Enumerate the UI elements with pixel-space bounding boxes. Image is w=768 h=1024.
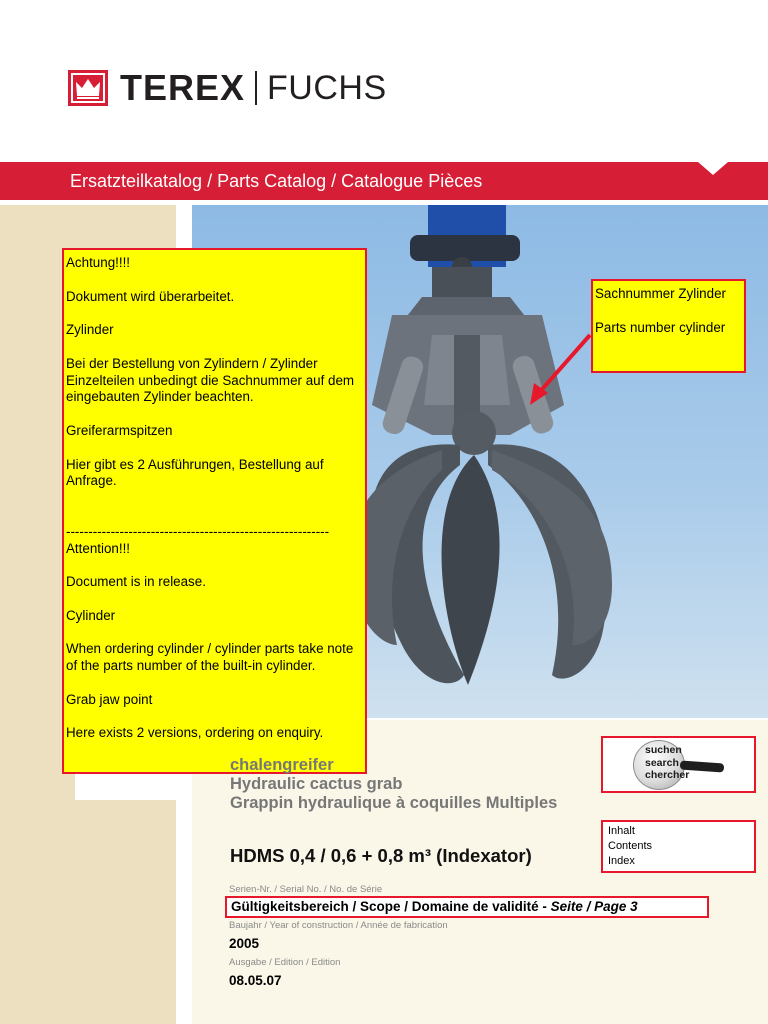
note-en-cylinder-title: Cylinder bbox=[66, 607, 116, 623]
serial-label: Serien-Nr. / Serial No. / No. de Série bbox=[229, 884, 383, 895]
product-title-de: chalengreifer bbox=[230, 756, 334, 774]
search-label bbox=[645, 744, 689, 782]
note-de-grab-title: Greiferarmspitzen bbox=[66, 422, 173, 438]
note-de-heading: Achtung!!!! bbox=[66, 255, 131, 270]
company-logo bbox=[68, 67, 387, 108]
index-label-de: Inhalt bbox=[608, 825, 635, 837]
callout-en: Parts number cylinder bbox=[595, 319, 726, 335]
edition-value: 08.05.07 bbox=[229, 973, 282, 988]
terex-crown-icon bbox=[68, 70, 108, 106]
notice-box bbox=[62, 248, 367, 774]
scope-text: Gültigkeitsbereich / Scope / Domaine de validité - bbox=[231, 899, 551, 914]
brand-name: TEREX bbox=[120, 67, 246, 108]
scope-page: Seite / Page 3 bbox=[550, 899, 638, 914]
index-button[interactable] bbox=[601, 820, 756, 873]
catalog-title: Ersatzteilkatalog / Parts Catalog / Catalogue Pièces bbox=[70, 171, 483, 191]
note-de-status: Dokument wird überarbeitet. bbox=[66, 288, 235, 304]
brand-subname: FUCHS bbox=[267, 69, 387, 107]
band-notch bbox=[698, 162, 728, 175]
note-en-status: Document is in release. bbox=[66, 574, 206, 590]
note-en-heading: Attention!!! bbox=[66, 540, 131, 556]
note-de-cylinder-text: Bei der Bestellung von Zylindern / Zylinder Einzelteilen unbedingt die Sachnummer auf dem eingebauten Zylinder beachten. bbox=[66, 355, 355, 405]
year-value: 2005 bbox=[229, 936, 260, 951]
note-en-cylinder-text: When ordering cylinder / cylinder parts take note of the parts number of the built-in cylinder. bbox=[66, 641, 354, 674]
brand-divider bbox=[255, 71, 257, 105]
index-label-en: Contents bbox=[608, 840, 653, 852]
year-label: Baujahr / Year of construction / Année de fabrication bbox=[229, 920, 448, 931]
note-en-grab-text: Here exists 2 versions, ordering on enquiry. bbox=[66, 725, 324, 741]
note-en-grab-title: Grab jaw point bbox=[66, 691, 153, 707]
search-label-de: suchen bbox=[645, 744, 682, 756]
callout-de: Sachnummer Zylinder bbox=[595, 286, 726, 301]
callout-box bbox=[591, 279, 746, 373]
product-title-fr: Grappin hydraulique à coquilles Multiples bbox=[230, 794, 558, 812]
scope-link[interactable] bbox=[225, 896, 709, 918]
note-de-grab-text: Hier gibt es 2 Ausführungen, Bestellung auf Anfrage. bbox=[66, 456, 324, 489]
note-de-cylinder-title: Zylinder bbox=[66, 322, 114, 338]
product-title-en: Hydraulic cactus grab bbox=[230, 775, 403, 793]
edition-label: Ausgabe / Edition / Edition bbox=[229, 957, 341, 968]
search-label-fr: chercher bbox=[645, 769, 690, 781]
index-label-fr: Index bbox=[608, 855, 635, 867]
product-model: HDMS 0,4 / 0,6 + 0,8 m³ (Indexator) bbox=[230, 845, 532, 866]
search-label-en: search bbox=[645, 756, 679, 769]
note-separator: ----------------------------------------------------------- bbox=[66, 523, 330, 539]
